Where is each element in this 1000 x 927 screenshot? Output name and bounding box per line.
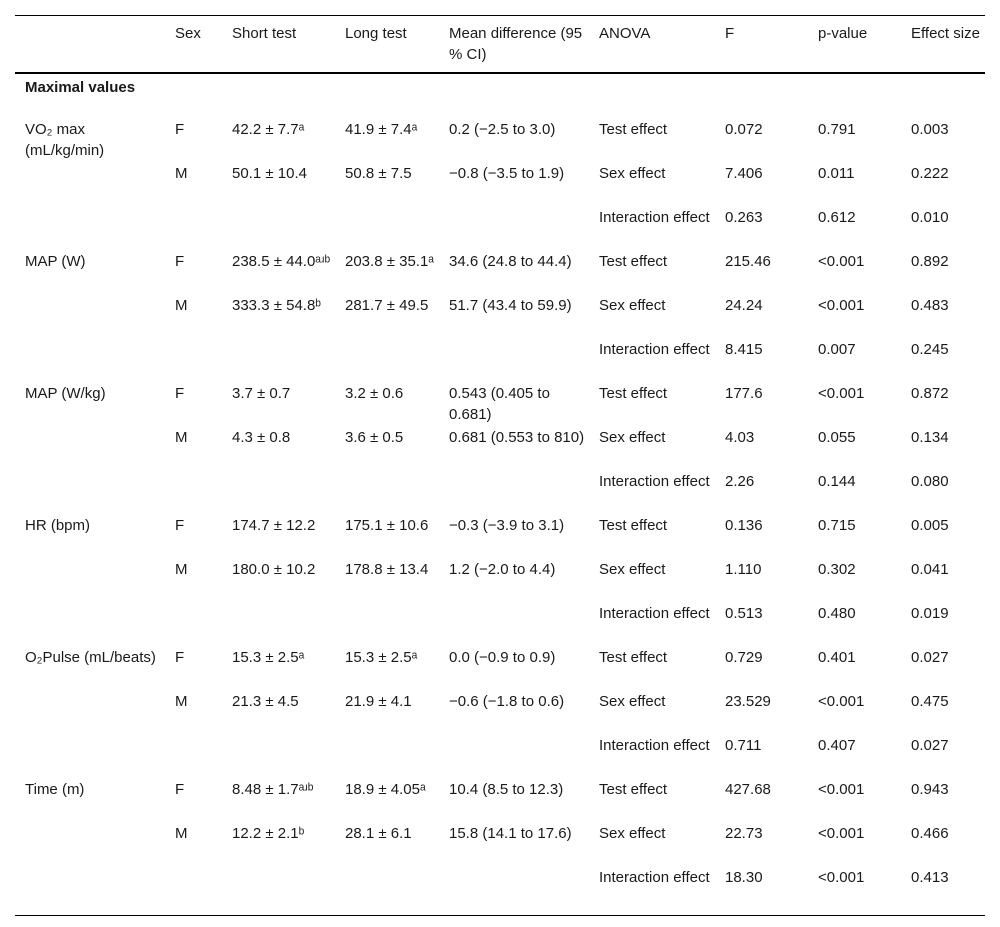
cell-effect-size: 0.475: [911, 693, 949, 710]
table-row: [15, 118, 985, 162]
cell-variable: MAP (W): [25, 253, 86, 270]
results-table-container: [15, 15, 985, 916]
table-row: [15, 602, 985, 646]
cell-mean-difference: [439, 734, 589, 778]
cell-f: 23.529: [725, 693, 771, 710]
cell-p-value: <0.001: [818, 253, 865, 270]
cell-long-test: [335, 734, 439, 778]
cell-f: 1.110: [725, 561, 762, 578]
cell-f: 24.24: [725, 297, 763, 314]
cell-variable: [15, 602, 165, 646]
cell-p-value: 0.407: [818, 737, 856, 754]
cell-sex: [165, 206, 222, 250]
cell-variable: [15, 338, 165, 382]
cell-long-test: 3.2 ± 0.6: [345, 385, 404, 402]
cell-long-test: 50.8 ± 7.5: [345, 165, 412, 182]
header-long-test: Long test: [345, 25, 407, 42]
cell-p-value: 0.612: [818, 209, 856, 226]
cell-effect-size: 0.041: [911, 561, 949, 578]
cell-anova: Test effect: [599, 253, 668, 270]
cell-p-value: 0.007: [818, 341, 856, 358]
cell-variable: [15, 822, 165, 866]
cell-p-value: 0.144: [818, 473, 856, 490]
cell-mean-difference: [439, 866, 589, 916]
cell-long-test: 21.9 ± 4.1: [345, 693, 412, 710]
header-sex: Sex: [175, 25, 201, 42]
table-row: [15, 470, 985, 514]
cell-p-value: 0.055: [818, 429, 856, 446]
cell-variable: O₂Pulse (mL/beats): [25, 649, 156, 666]
cell-short-test: [222, 338, 335, 382]
cell-variable: [15, 690, 165, 734]
section-row: [15, 73, 985, 118]
cell-short-test: [222, 470, 335, 514]
cell-anova: Interaction effect: [599, 341, 710, 358]
cell-effect-size: 0.005: [911, 517, 949, 534]
cell-variable: Time (m): [25, 781, 85, 798]
table-row: [15, 162, 985, 206]
cell-sex: [165, 470, 222, 514]
cell-long-test: [335, 602, 439, 646]
cell-effect-size: 0.872: [911, 385, 949, 402]
cell-long-test: 203.8 ± 35.1ᵃ: [345, 253, 434, 270]
cell-long-test: 18.9 ± 4.05ᵃ: [345, 781, 426, 798]
cell-sex: [165, 602, 222, 646]
cell-short-test: 3.7 ± 0.7: [232, 385, 291, 402]
cell-p-value: <0.001: [818, 693, 865, 710]
table-row: [15, 514, 985, 558]
cell-short-test: 12.2 ± 2.1ᵇ: [232, 825, 305, 842]
header-mean-difference: Mean difference (95 % CI): [449, 25, 583, 63]
cell-anova: Test effect: [599, 649, 668, 666]
cell-long-test: 175.1 ± 10.6: [345, 517, 429, 534]
cell-p-value: <0.001: [818, 869, 865, 886]
cell-anova: Interaction effect: [599, 605, 710, 622]
cell-short-test: [222, 734, 335, 778]
cell-variable: [15, 426, 165, 470]
header-f: F: [725, 25, 735, 42]
cell-variable: [15, 294, 165, 338]
header-short-test: Short test: [232, 25, 297, 42]
table-header: [15, 16, 985, 74]
table-row: [15, 294, 985, 338]
cell-sex: M: [175, 429, 188, 446]
cell-f: 215.46: [725, 253, 771, 270]
cell-f: 8.415: [725, 341, 763, 358]
cell-sex: F: [175, 781, 185, 798]
cell-variable: MAP (W/kg): [25, 385, 106, 402]
table-row: [15, 206, 985, 250]
cell-short-test: 15.3 ± 2.5ᵃ: [232, 649, 305, 666]
anova-results-table: [15, 15, 985, 916]
cell-mean-difference: [439, 338, 589, 382]
cell-mean-difference: −0.8 (−3.5 to 1.9): [449, 165, 565, 182]
cell-short-test: [222, 866, 335, 916]
cell-variable: [15, 558, 165, 602]
table-row: [15, 734, 985, 778]
cell-mean-difference: 0.0 (−0.9 to 0.9): [449, 649, 556, 666]
section-title: Maximal values: [25, 79, 136, 96]
cell-sex: [165, 866, 222, 916]
cell-anova: Test effect: [599, 517, 668, 534]
cell-effect-size: 0.003: [911, 121, 949, 138]
cell-mean-difference: 34.6 (24.8 to 44.4): [449, 253, 572, 270]
cell-effect-size: 0.027: [911, 737, 949, 754]
cell-effect-size: 0.943: [911, 781, 949, 798]
table-body: [15, 73, 985, 916]
cell-sex: F: [175, 649, 185, 666]
cell-anova: Sex effect: [599, 693, 666, 710]
cell-effect-size: 0.222: [911, 165, 949, 182]
cell-mean-difference: 0.2 (−2.5 to 3.0): [449, 121, 556, 138]
cell-effect-size: 0.892: [911, 253, 949, 270]
cell-anova: Test effect: [599, 781, 668, 798]
cell-short-test: [222, 206, 335, 250]
table-row: [15, 382, 985, 426]
cell-anova: Sex effect: [599, 825, 666, 842]
cell-mean-difference: 51.7 (43.4 to 59.9): [449, 297, 572, 314]
header-anova: ANOVA: [599, 25, 651, 42]
cell-f: 427.68: [725, 781, 771, 798]
cell-f: 7.406: [725, 165, 763, 182]
table-row: [15, 338, 985, 382]
cell-anova: Sex effect: [599, 561, 666, 578]
cell-f: 0.136: [725, 517, 763, 534]
cell-variable: [15, 470, 165, 514]
cell-variable: [15, 162, 165, 206]
cell-mean-difference: [439, 602, 589, 646]
cell-long-test: 281.7 ± 49.5: [345, 297, 429, 314]
cell-f: 177.6: [725, 385, 763, 402]
table-row: [15, 778, 985, 822]
cell-mean-difference: [439, 206, 589, 250]
cell-short-test: 238.5 ± 44.0ᵃʴᵇ: [232, 253, 331, 270]
cell-p-value: <0.001: [818, 297, 865, 314]
cell-effect-size: 0.010: [911, 209, 949, 226]
cell-p-value: 0.480: [818, 605, 856, 622]
cell-p-value: <0.001: [818, 781, 865, 798]
cell-anova: Interaction effect: [599, 869, 710, 886]
cell-anova: Test effect: [599, 385, 668, 402]
cell-long-test: 28.1 ± 6.1: [345, 825, 412, 842]
cell-f: 0.711: [725, 737, 762, 754]
cell-effect-size: 0.413: [911, 869, 949, 886]
cell-sex: M: [175, 825, 188, 842]
cell-mean-difference: 15.8 (14.1 to 17.6): [449, 825, 572, 842]
table-row: [15, 690, 985, 734]
cell-short-test: 4.3 ± 0.8: [232, 429, 291, 446]
cell-anova: Sex effect: [599, 429, 666, 446]
cell-variable: [15, 206, 165, 250]
cell-sex: [165, 734, 222, 778]
cell-short-test: 174.7 ± 12.2: [232, 517, 316, 534]
cell-long-test: [335, 866, 439, 916]
cell-short-test: 180.0 ± 10.2: [232, 561, 316, 578]
cell-sex: F: [175, 121, 185, 138]
cell-f: 4.03: [725, 429, 755, 446]
cell-f: 0.263: [725, 209, 763, 226]
cell-anova: Sex effect: [599, 165, 666, 182]
cell-sex: F: [175, 253, 185, 270]
cell-effect-size: 0.027: [911, 649, 949, 666]
cell-mean-difference: 10.4 (8.5 to 12.3): [449, 781, 564, 798]
cell-effect-size: 0.080: [911, 473, 949, 490]
cell-f: 2.26: [725, 473, 755, 490]
cell-effect-size: 0.019: [911, 605, 949, 622]
cell-sex: M: [175, 561, 188, 578]
cell-mean-difference: 0.543 (0.405 to 0.681): [449, 385, 550, 423]
cell-f: 0.729: [725, 649, 763, 666]
cell-f: 22.73: [725, 825, 763, 842]
cell-long-test: [335, 470, 439, 514]
cell-f: 0.072: [725, 121, 763, 138]
cell-long-test: [335, 206, 439, 250]
cell-short-test: [222, 602, 335, 646]
cell-long-test: 3.6 ± 0.5: [345, 429, 404, 446]
cell-p-value: <0.001: [818, 385, 865, 402]
cell-short-test: 8.48 ± 1.7ᵃʴᵇ: [232, 781, 314, 798]
table-row: [15, 250, 985, 294]
table-row: [15, 646, 985, 690]
table-row: [15, 822, 985, 866]
cell-mean-difference: [439, 470, 589, 514]
cell-variable: [15, 866, 165, 916]
cell-sex: M: [175, 297, 188, 314]
cell-sex: M: [175, 693, 188, 710]
header-variable: [15, 16, 165, 74]
cell-long-test: 178.8 ± 13.4: [345, 561, 429, 578]
cell-p-value: 0.302: [818, 561, 856, 578]
header-row: [15, 16, 985, 74]
cell-long-test: 15.3 ± 2.5ᵃ: [345, 649, 418, 666]
cell-sex: [165, 338, 222, 382]
cell-p-value: 0.401: [818, 649, 856, 666]
cell-anova: Sex effect: [599, 297, 666, 314]
cell-mean-difference: 0.681 (0.553 to 810): [449, 429, 585, 446]
cell-sex: F: [175, 517, 185, 534]
cell-anova: Test effect: [599, 121, 668, 138]
header-p-value: p-value: [818, 25, 868, 42]
cell-long-test: [335, 338, 439, 382]
cell-p-value: <0.001: [818, 825, 865, 842]
cell-anova: Interaction effect: [599, 209, 710, 226]
cell-effect-size: 0.466: [911, 825, 949, 842]
table-row: [15, 558, 985, 602]
cell-mean-difference: −0.3 (−3.9 to 3.1): [449, 517, 565, 534]
cell-anova: Interaction effect: [599, 473, 710, 490]
cell-effect-size: 0.483: [911, 297, 949, 314]
cell-variable: VO₂ max (mL/kg/min): [25, 121, 105, 159]
cell-short-test: 42.2 ± 7.7ᵃ: [232, 121, 305, 138]
cell-variable: [15, 734, 165, 778]
cell-anova: Interaction effect: [599, 737, 710, 754]
cell-short-test: 21.3 ± 4.5: [232, 693, 299, 710]
table-row: [15, 866, 985, 916]
cell-long-test: 41.9 ± 7.4ᵃ: [345, 121, 418, 138]
cell-p-value: 0.715: [818, 517, 856, 534]
cell-mean-difference: −0.6 (−1.8 to 0.6): [449, 693, 565, 710]
cell-sex: M: [175, 165, 188, 182]
cell-f: 18.30: [725, 869, 763, 886]
header-effect-size: Effect size: [911, 25, 980, 42]
cell-effect-size: 0.245: [911, 341, 949, 358]
cell-f: 0.513: [725, 605, 763, 622]
cell-mean-difference: 1.2 (−2.0 to 4.4): [449, 561, 556, 578]
cell-p-value: 0.791: [818, 121, 856, 138]
cell-effect-size: 0.134: [911, 429, 949, 446]
table-row: [15, 426, 985, 470]
cell-sex: F: [175, 385, 185, 402]
cell-short-test: 333.3 ± 54.8ᵇ: [232, 297, 321, 314]
cell-short-test: 50.1 ± 10.4: [232, 165, 307, 182]
cell-p-value: 0.011: [818, 165, 855, 182]
cell-variable: HR (bpm): [25, 517, 91, 534]
